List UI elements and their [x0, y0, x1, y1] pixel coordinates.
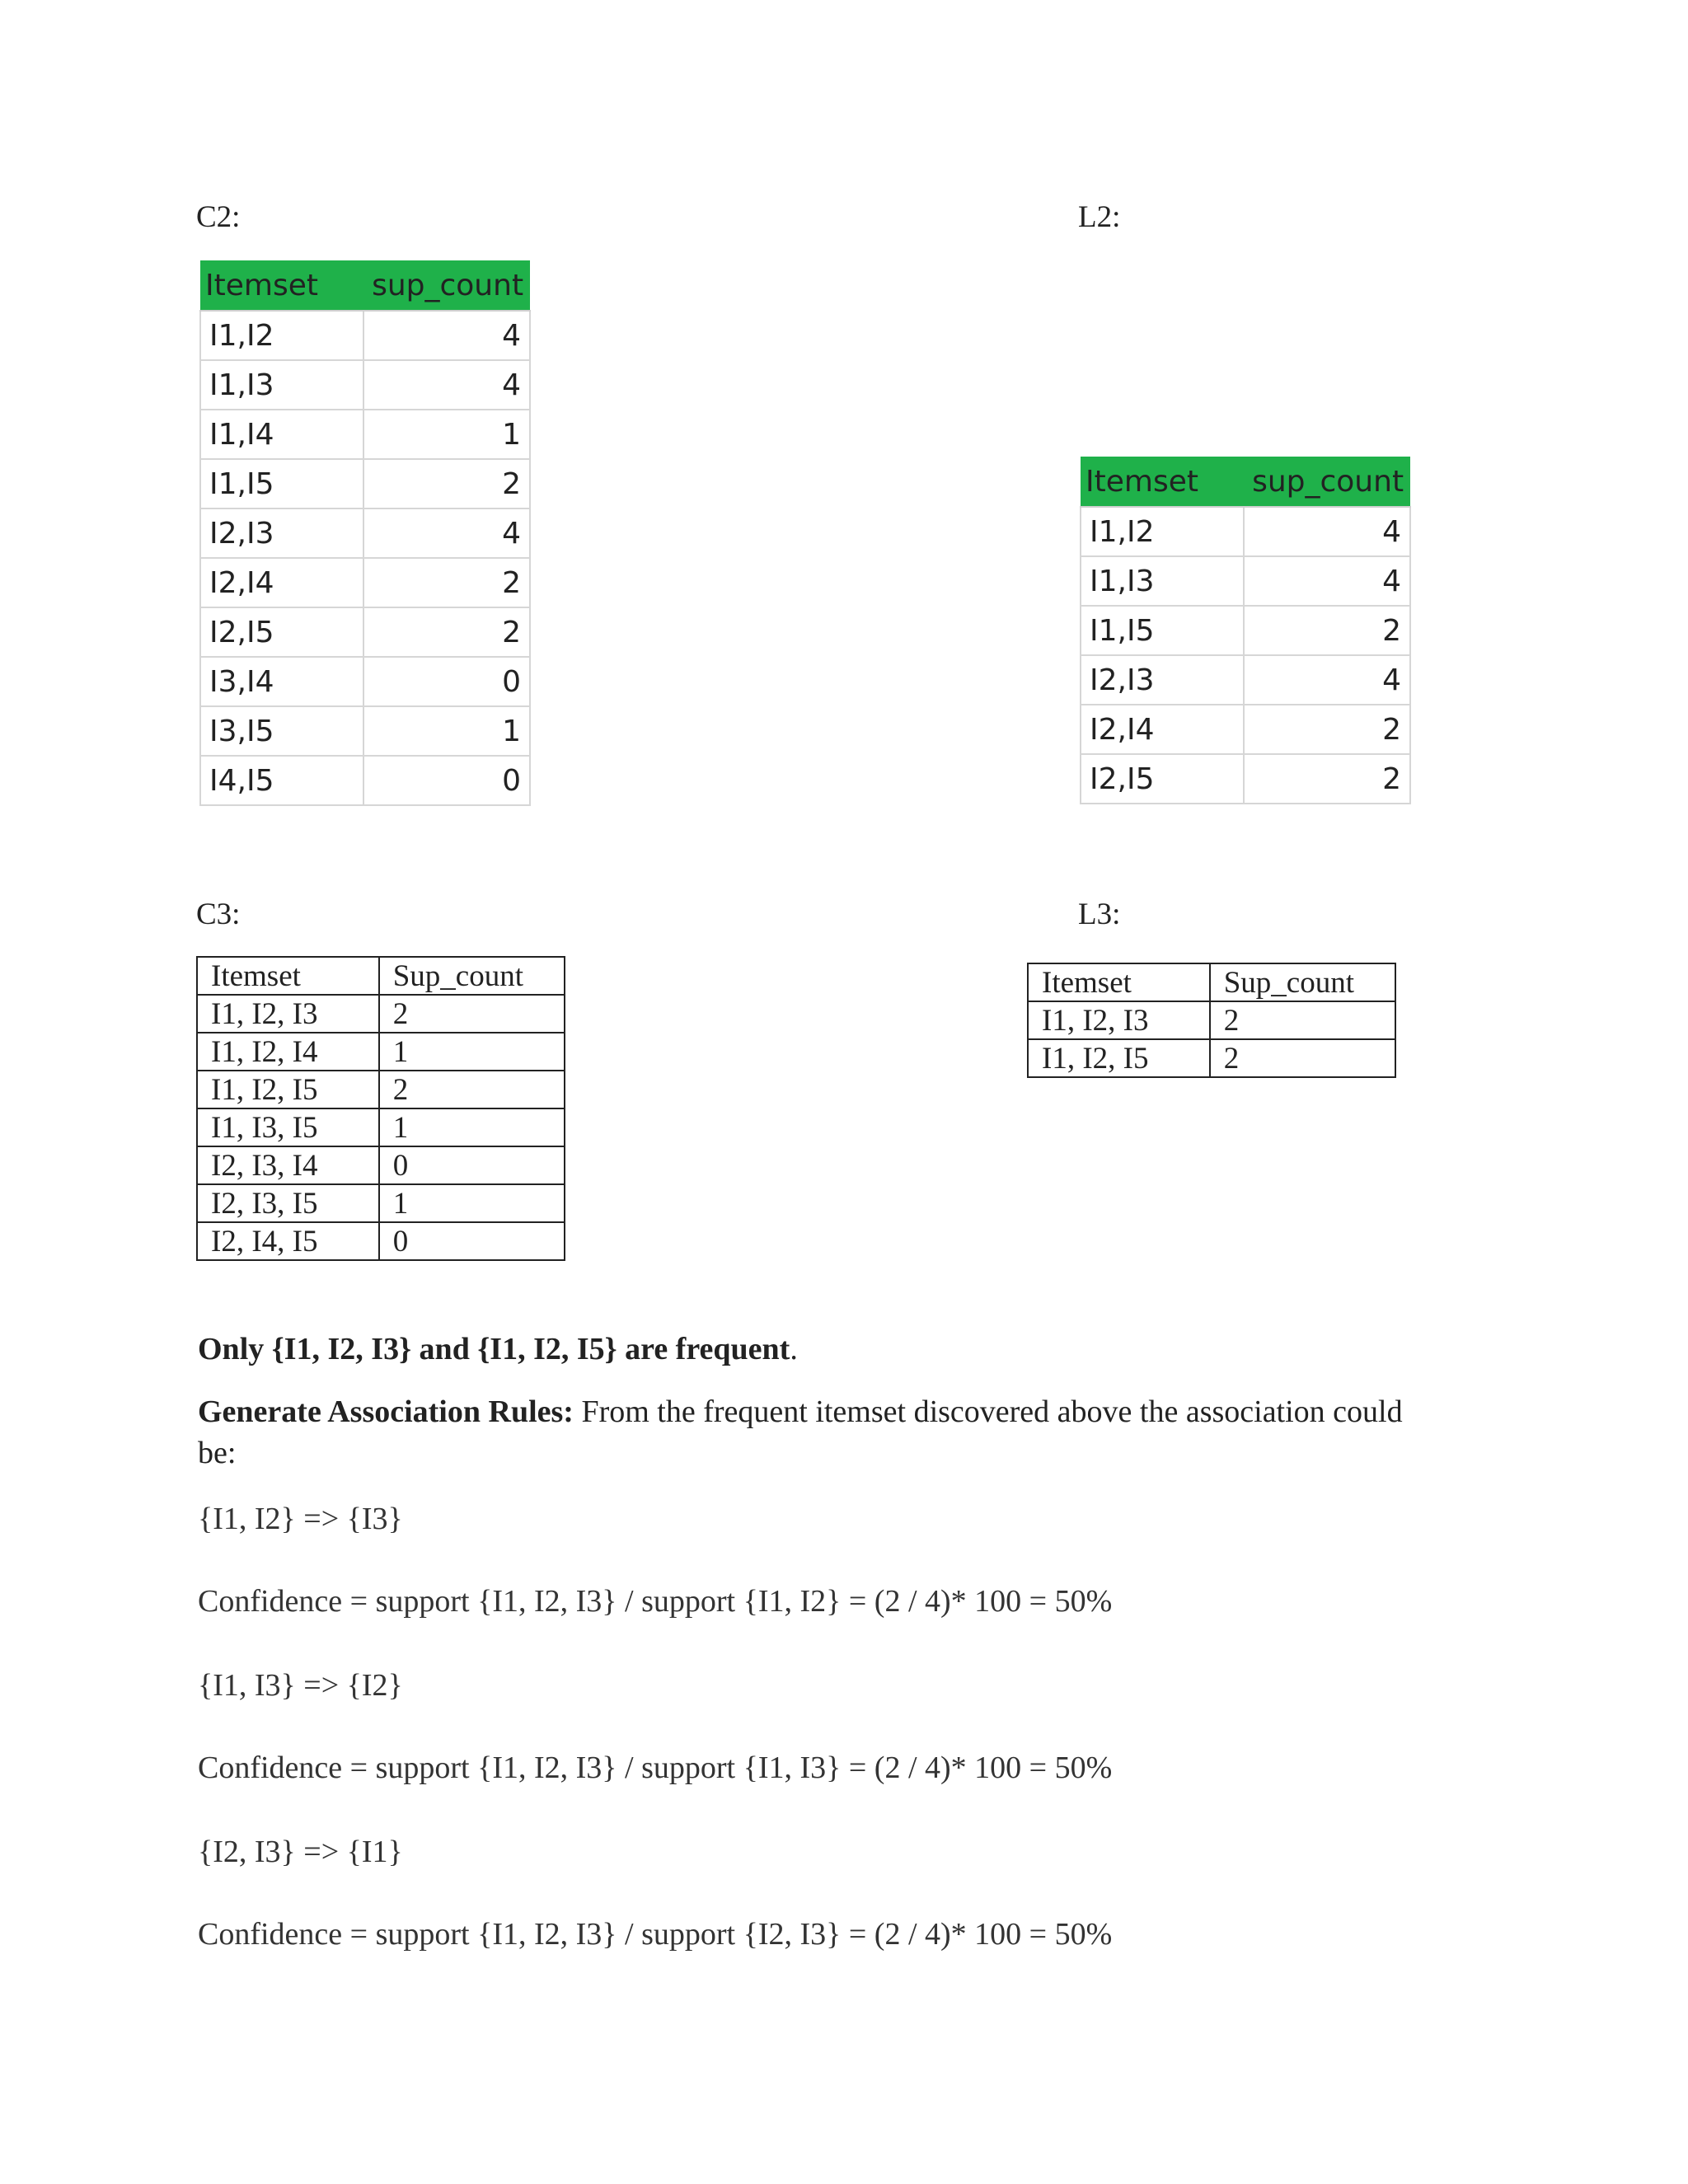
table-row: [1081, 754, 1410, 804]
generate-rules-text: From the frequent itemset discovered above the association could: [573, 1394, 1403, 1429]
c2-header-row: [200, 260, 530, 311]
table-row: [197, 1033, 565, 1071]
l2-label: L2:: [1078, 200, 1121, 234]
confidence-1: Confidence = support {I1, I2, I3} / support {I1, I2} = (2 / 4)* 100 = 50%: [198, 1584, 1113, 1619]
c3-cell-count: 0: [379, 1222, 565, 1260]
table-row: [1028, 1001, 1395, 1039]
generate-rules-heading: Generate Association Rules:: [198, 1394, 574, 1429]
c2-cell-count: 2: [363, 607, 530, 657]
rule-2: {I1, I3} => {I2}: [198, 1668, 403, 1703]
c2-cell-itemset: I2,I5: [200, 607, 363, 657]
c2-cell-itemset: I2,I4: [200, 558, 363, 607]
table-row: [1081, 606, 1410, 655]
table-row: [1081, 556, 1410, 606]
c3-cell-itemset: I1, I3, I5: [197, 1108, 379, 1146]
l3-header-itemset: Itemset: [1028, 963, 1210, 1001]
c3-cell-itemset: I1, I2, I4: [197, 1033, 379, 1071]
c3-cell-itemset: I1, I2, I3: [197, 995, 379, 1033]
c2-cell-count: 2: [363, 558, 530, 607]
c3-header-sup-count: Sup_count: [379, 957, 565, 995]
l2-cell-count: 4: [1244, 655, 1410, 705]
table-row: [1081, 655, 1410, 705]
c3-cell-itemset: I1, I2, I5: [197, 1071, 379, 1108]
c2-cell-itemset: I4,I5: [200, 756, 363, 805]
l2-cell-itemset: I2,I4: [1081, 705, 1244, 754]
c2-cell-count: 0: [363, 657, 530, 706]
c2-cell-itemset: I1,I4: [200, 410, 363, 459]
c2-cell-count: 4: [363, 360, 530, 410]
l2-table: [1080, 457, 1411, 804]
l2-cell-count: 2: [1244, 606, 1410, 655]
c2-cell-count: 1: [363, 706, 530, 756]
c3-table: [196, 956, 565, 1261]
c3-cell-count: 1: [379, 1108, 565, 1146]
c3-cell-count: 1: [379, 1033, 565, 1071]
l3-header-row: [1028, 963, 1395, 1001]
l2-cell-count: 4: [1244, 507, 1410, 556]
c2-cell-count: 4: [363, 311, 530, 360]
c2-cell-count: 4: [363, 509, 530, 558]
c2-cell-itemset: I1,I5: [200, 459, 363, 509]
table-row: [1081, 507, 1410, 556]
l3-label: L3:: [1078, 898, 1121, 931]
c2-cell-count: 0: [363, 756, 530, 805]
frequent-statement: [198, 1329, 798, 1370]
l2-cell-itemset: I1,I3: [1081, 556, 1244, 606]
c3-cell-count: 2: [379, 1071, 565, 1108]
table-row: [200, 311, 530, 360]
l2-header-row: [1081, 457, 1410, 507]
table-row: [197, 1108, 565, 1146]
table-row: [197, 1184, 565, 1222]
confidence-2: Confidence = support {I1, I2, I3} / support {I1, I3} = (2 / 4)* 100 = 50%: [198, 1750, 1113, 1785]
c2-header-sup-count: sup_count: [363, 260, 530, 311]
c3-cell-itemset: I2, I3, I5: [197, 1184, 379, 1222]
frequent-statement-bold: Only {I1, I2, I3} and {I1, I2, I5} are frequent: [198, 1332, 790, 1366]
c3-cell-itemset: I2, I4, I5: [197, 1222, 379, 1260]
c2-cell-itemset: I3,I5: [200, 706, 363, 756]
c2-cell-count: 2: [363, 459, 530, 509]
l2-cell-count: 2: [1244, 754, 1410, 804]
l2-cell-itemset: I1,I2: [1081, 507, 1244, 556]
table-row: [200, 756, 530, 805]
c2-label: C2:: [196, 200, 241, 234]
table-row: [197, 995, 565, 1033]
c2-cell-count: 1: [363, 410, 530, 459]
generate-rules-line2: be:: [198, 1436, 237, 1470]
c3-header-itemset: Itemset: [197, 957, 379, 995]
table-row: [1081, 705, 1410, 754]
l3-cell-count: 2: [1210, 1039, 1395, 1077]
table-row: [200, 607, 530, 657]
c2-header-itemset: Itemset: [200, 260, 363, 311]
generate-rules-line1: [198, 1391, 1484, 1432]
table-row: [200, 459, 530, 509]
table-row: [197, 1071, 565, 1108]
c2-cell-itemset: I1,I3: [200, 360, 363, 410]
table-row: [200, 657, 530, 706]
l2-cell-itemset: I1,I5: [1081, 606, 1244, 655]
l3-cell-count: 2: [1210, 1001, 1395, 1039]
l3-table: [1027, 963, 1396, 1078]
rule-3: {I2, I3} => {I1}: [198, 1835, 403, 1869]
table-row: [200, 558, 530, 607]
frequent-statement-period: .: [790, 1332, 798, 1366]
c2-cell-itemset: I1,I2: [200, 311, 363, 360]
confidence-3: Confidence = support {I1, I2, I3} / support {I2, I3} = (2 / 4)* 100 = 50%: [198, 1917, 1113, 1952]
l2-cell-itemset: I2,I5: [1081, 754, 1244, 804]
generate-rules-paragraph: [198, 1391, 1484, 1474]
l2-header-itemset: Itemset: [1081, 457, 1244, 507]
rule-1: {I1, I2} => {I3}: [198, 1502, 403, 1536]
c2-cell-itemset: I3,I4: [200, 657, 363, 706]
l2-header-sup-count: sup_count: [1244, 457, 1410, 507]
l3-header-sup-count: Sup_count: [1210, 963, 1395, 1001]
table-row: [200, 706, 530, 756]
c2-table: [199, 260, 531, 806]
l2-cell-itemset: I2,I3: [1081, 655, 1244, 705]
c3-cell-count: 2: [379, 995, 565, 1033]
l2-cell-count: 4: [1244, 556, 1410, 606]
c2-cell-itemset: I2,I3: [200, 509, 363, 558]
c3-label: C3:: [196, 898, 241, 931]
c3-cell-count: 1: [379, 1184, 565, 1222]
c3-header-row: [197, 957, 565, 995]
table-row: [1028, 1039, 1395, 1077]
table-row: [197, 1146, 565, 1184]
table-row: [200, 410, 530, 459]
c3-cell-itemset: I2, I3, I4: [197, 1146, 379, 1184]
table-row: [200, 360, 530, 410]
l3-cell-itemset: I1, I2, I3: [1028, 1001, 1210, 1039]
c3-cell-count: 0: [379, 1146, 565, 1184]
table-row: [200, 509, 530, 558]
l2-cell-count: 2: [1244, 705, 1410, 754]
l3-cell-itemset: I1, I2, I5: [1028, 1039, 1210, 1077]
table-row: [197, 1222, 565, 1260]
